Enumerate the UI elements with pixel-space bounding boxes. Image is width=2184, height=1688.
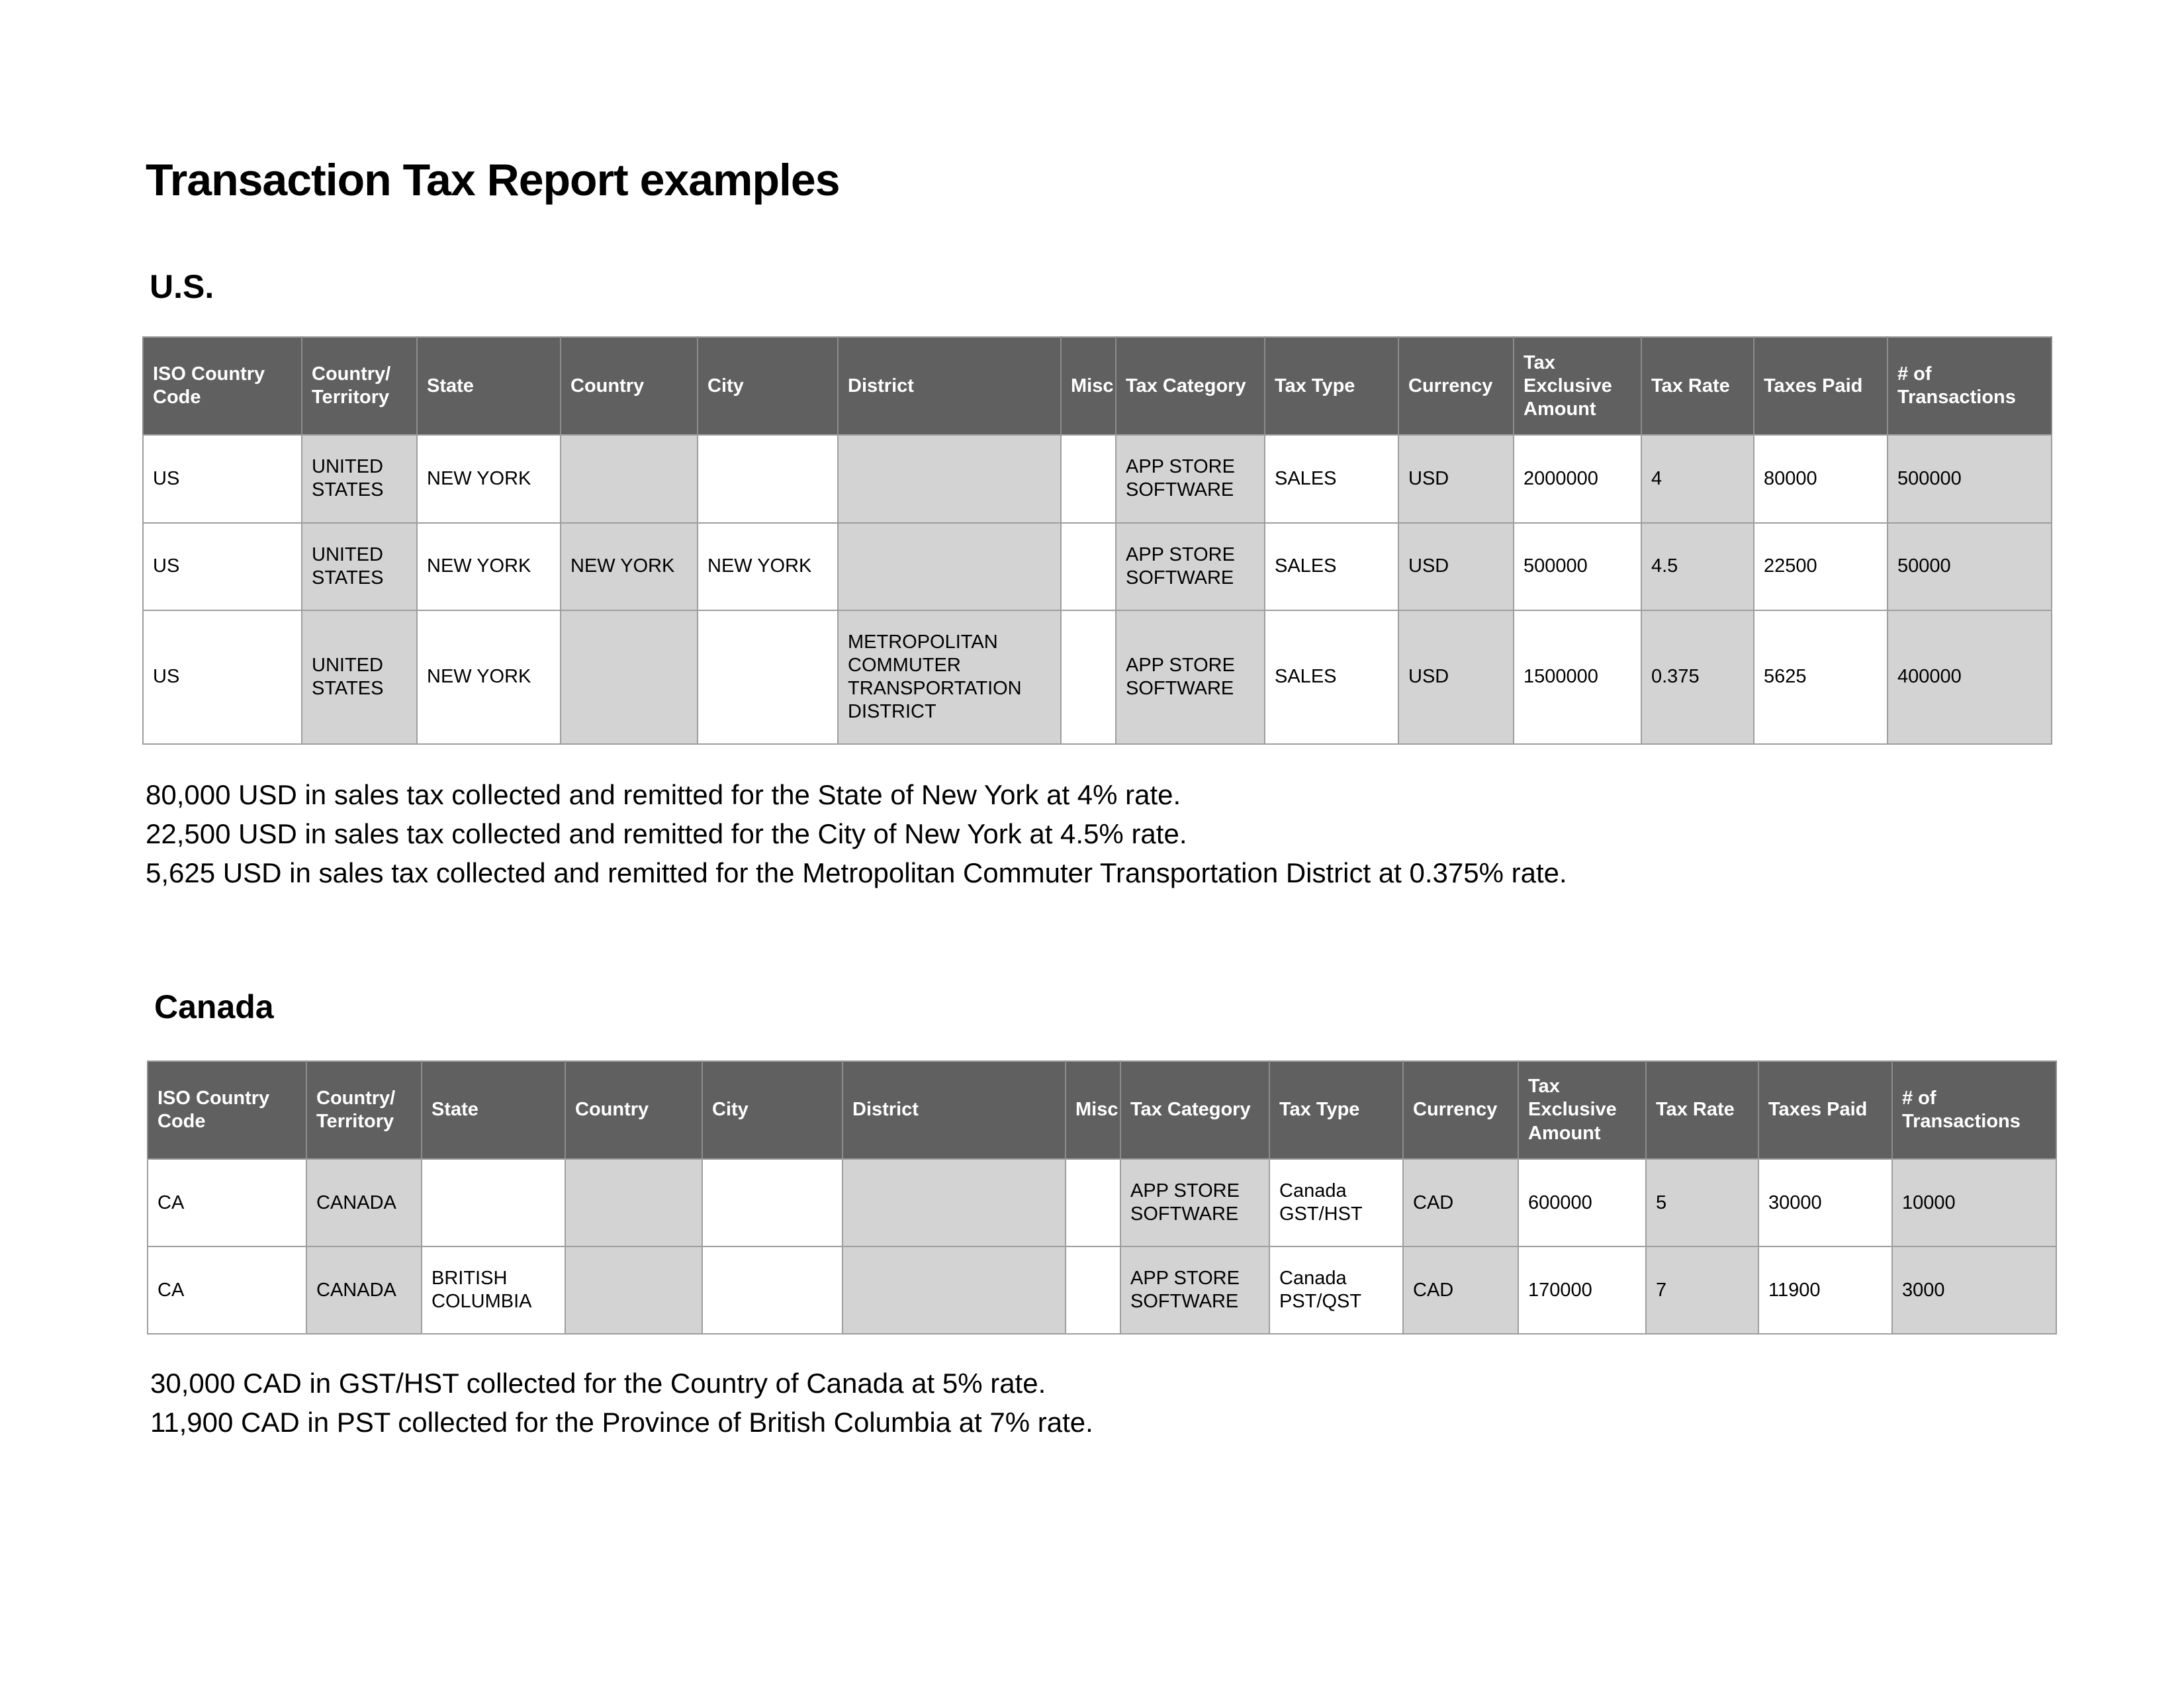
header-cell: Misc <box>1061 337 1116 435</box>
note-line: 5,625 USD in sales tax collected and remitted for the Metropolitan Commuter Transportation District at 0.375% rate. <box>146 857 1567 889</box>
table-cell: 7 <box>1646 1246 1758 1334</box>
canada-section-heading: Canada <box>154 988 274 1026</box>
table-cell: CA <box>148 1246 306 1334</box>
table-cell: Canada GST/HST <box>1269 1159 1403 1246</box>
table-cell <box>1061 610 1116 744</box>
canada-notes <box>150 1364 2184 1442</box>
header-cell: Tax Type <box>1265 337 1398 435</box>
table-cell: 2000000 <box>1514 435 1641 522</box>
table-cell: USD <box>1398 523 1514 610</box>
document-page <box>0 157 2184 1442</box>
table-cell: 500000 <box>1888 435 2052 522</box>
header-cell: Currency <box>1403 1061 1518 1159</box>
table-cell <box>422 1159 565 1246</box>
note-line: 11,900 CAD in PST collected for the Province of British Columbia at 7% rate. <box>150 1407 1093 1438</box>
header-cell: Taxes Paid <box>1758 1061 1892 1159</box>
table-cell <box>1061 523 1116 610</box>
table-cell: 50000 <box>1888 523 2052 610</box>
header-cell: City <box>702 1061 842 1159</box>
table-cell: 10000 <box>1892 1159 2056 1246</box>
table-cell <box>1066 1159 1120 1246</box>
table-cell: UNITED STATES <box>302 610 417 744</box>
header-cell: Tax Exclusive Amount <box>1514 337 1641 435</box>
header-cell: Tax Exclusive Amount <box>1518 1061 1646 1159</box>
table-cell: UNITED STATES <box>302 523 417 610</box>
table-cell: SALES <box>1265 610 1398 744</box>
table-cell: CANADA <box>306 1159 422 1246</box>
table-cell: 3000 <box>1892 1246 2056 1334</box>
table-cell: USD <box>1398 610 1514 744</box>
table-cell: APP STORE SOFTWARE <box>1120 1246 1269 1334</box>
table-cell: 80000 <box>1754 435 1888 522</box>
canada-tax-table <box>147 1060 2057 1335</box>
header-cell: District <box>842 1061 1066 1159</box>
table-cell: NEW YORK <box>417 523 561 610</box>
us-tax-table <box>142 336 2052 745</box>
section-us <box>0 270 2184 892</box>
header-cell: ISO Country Code <box>148 1061 306 1159</box>
table-cell: 4 <box>1641 435 1754 522</box>
table-row <box>143 610 2052 744</box>
header-cell: Tax Type <box>1269 1061 1403 1159</box>
header-cell: Misc <box>1066 1061 1120 1159</box>
table-cell: CAD <box>1403 1246 1518 1334</box>
table-cell <box>698 435 838 522</box>
table-cell <box>702 1159 842 1246</box>
section-canada <box>0 990 2184 1442</box>
table-cell <box>698 610 838 744</box>
table-cell: US <box>143 435 302 522</box>
table-cell <box>702 1246 842 1334</box>
header-cell: Country/ Territory <box>306 1061 422 1159</box>
table-cell: 30000 <box>1758 1159 1892 1246</box>
note-line: 30,000 CAD in GST/HST collected for the Country of Canada at 5% rate. <box>150 1368 1046 1399</box>
table-cell: 5625 <box>1754 610 1888 744</box>
table-cell <box>842 1246 1066 1334</box>
header-cell: # of Transactions <box>1888 337 2052 435</box>
table-cell: UNITED STATES <box>302 435 417 522</box>
header-cell: City <box>698 337 838 435</box>
header-row <box>148 1061 2056 1159</box>
note-line: 22,500 USD in sales tax collected and remitted for the City of New York at 4.5% rate. <box>146 818 1187 850</box>
table-cell: BRITISH COLUMBIA <box>422 1246 565 1334</box>
table-cell: 500000 <box>1514 523 1641 610</box>
table-cell: CA <box>148 1159 306 1246</box>
header-cell: Country/ Territory <box>302 337 417 435</box>
table-cell: APP STORE SOFTWARE <box>1120 1159 1269 1246</box>
header-cell: Tax Category <box>1120 1061 1269 1159</box>
table-cell <box>1066 1246 1120 1334</box>
table-row <box>148 1246 2056 1334</box>
table-cell: Canada PST/QST <box>1269 1246 1403 1334</box>
table-cell: APP STORE SOFTWARE <box>1116 523 1265 610</box>
header-cell: Tax Rate <box>1646 1061 1758 1159</box>
table-cell: SALES <box>1265 435 1398 522</box>
table-cell <box>838 435 1061 522</box>
note-line: 80,000 USD in sales tax collected and remitted for the State of New York at 4% rate. <box>146 779 1181 811</box>
table-cell: CAD <box>1403 1159 1518 1246</box>
table-cell: NEW YORK <box>417 610 561 744</box>
header-cell: District <box>838 337 1061 435</box>
us-notes <box>146 775 2184 892</box>
table-cell: CANADA <box>306 1246 422 1334</box>
table-cell <box>565 1246 702 1334</box>
table-cell: 5 <box>1646 1159 1758 1246</box>
table-row <box>143 435 2052 522</box>
header-cell: Country <box>561 337 698 435</box>
table-cell: 0.375 <box>1641 610 1754 744</box>
table-cell: NEW YORK <box>561 523 698 610</box>
table-cell: APP STORE SOFTWARE <box>1116 435 1265 522</box>
table-cell: METROPOLITAN COMMUTER TRANSPORTATION DISTRICT <box>838 610 1061 744</box>
table-cell <box>842 1159 1066 1246</box>
us-section-heading: U.S. <box>150 268 214 306</box>
header-cell: Taxes Paid <box>1754 337 1888 435</box>
table-cell: SALES <box>1265 523 1398 610</box>
table-row <box>143 523 2052 610</box>
table-row <box>148 1159 2056 1246</box>
header-cell: Country <box>565 1061 702 1159</box>
header-cell: # of Transactions <box>1892 1061 2056 1159</box>
table-cell <box>561 435 698 522</box>
table-cell: US <box>143 610 302 744</box>
table-cell: NEW YORK <box>698 523 838 610</box>
header-row <box>143 337 2052 435</box>
table-cell <box>1061 435 1116 522</box>
table-cell <box>565 1159 702 1246</box>
table-cell: NEW YORK <box>417 435 561 522</box>
header-cell: Tax Category <box>1116 337 1265 435</box>
table-cell: 22500 <box>1754 523 1888 610</box>
table-cell: 4.5 <box>1641 523 1754 610</box>
header-cell: State <box>422 1061 565 1159</box>
header-cell: State <box>417 337 561 435</box>
table-cell: USD <box>1398 435 1514 522</box>
page-title: Transaction Tax Report examples <box>146 155 840 205</box>
table-cell: 11900 <box>1758 1246 1892 1334</box>
table-cell: US <box>143 523 302 610</box>
table-cell: APP STORE SOFTWARE <box>1116 610 1265 744</box>
header-cell: Currency <box>1398 337 1514 435</box>
table-cell: 400000 <box>1888 610 2052 744</box>
table-cell <box>561 610 698 744</box>
header-cell: ISO Country Code <box>143 337 302 435</box>
table-cell: 600000 <box>1518 1159 1646 1246</box>
table-cell: 170000 <box>1518 1246 1646 1334</box>
table-cell <box>838 523 1061 610</box>
table-cell: 1500000 <box>1514 610 1641 744</box>
header-cell: Tax Rate <box>1641 337 1754 435</box>
